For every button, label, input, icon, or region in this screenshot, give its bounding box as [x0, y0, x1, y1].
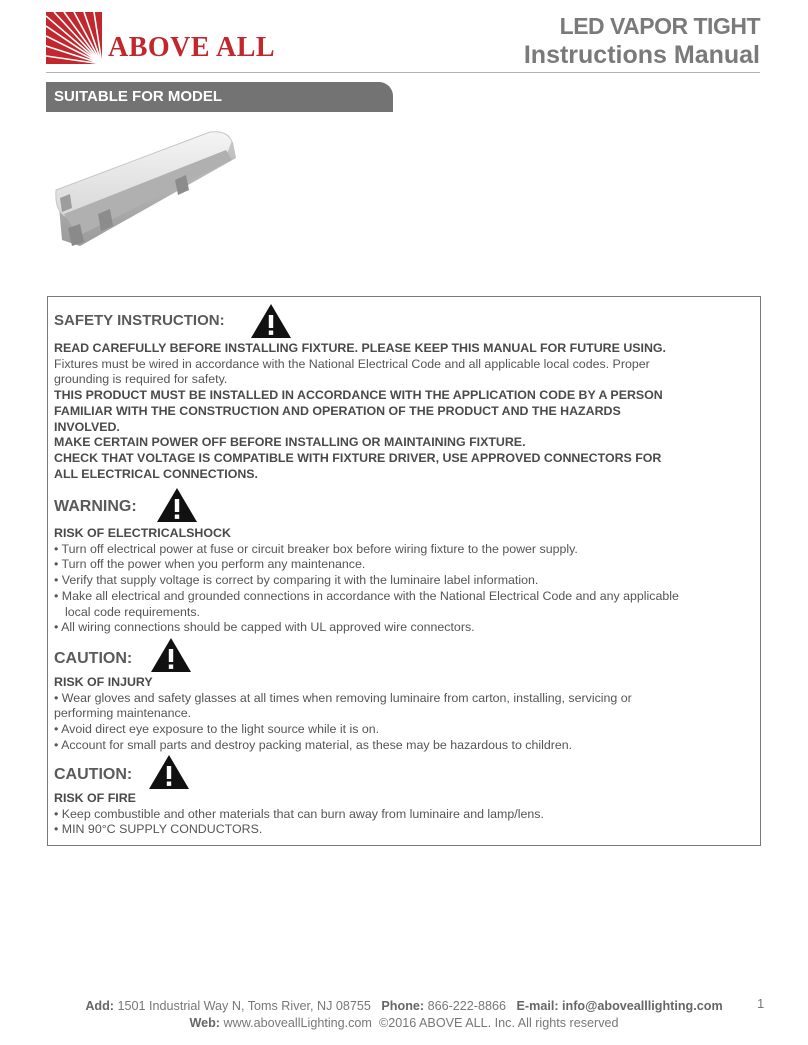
safety-line: ALL ELECTRICAL CONNECTIONS. [54, 466, 258, 481]
title-line-2: Instructions Manual [523, 41, 760, 70]
warning-line: • Make all electrical and grounded connections in accordance with the National Electrical Code and any applicable [54, 588, 679, 603]
safety-instructions-box [47, 296, 761, 846]
footer-phone: 866-222-8866 [427, 999, 507, 1013]
warning-line: • Turn off electrical power at fuse or circuit breaker box before wiring fixture to the power supply. [54, 541, 578, 556]
product-image [50, 128, 240, 268]
warning-line: local code requirements. [65, 604, 200, 619]
warning-triangle-icon [150, 637, 192, 673]
safety-line: READ CAREFULLY BEFORE INSTALLING FIXTURE. PLEASE KEEP THIS MANUAL FOR FUTURE USING. [54, 341, 666, 355]
safety-title: SAFETY INSTRUCTION: [54, 312, 225, 329]
title-line-1: LED VAPOR TIGHT [559, 13, 760, 39]
caution-injury-title: CAUTION: [54, 650, 133, 667]
caution-line: • Avoid direct eye exposure to the light source while it is on. [54, 722, 380, 737]
caution-fire-title: CAUTION: [54, 766, 133, 783]
logo-burst-icon [46, 12, 102, 64]
footer-web-label: Web: [189, 1016, 221, 1030]
safety-line: grounding is required for safety. [54, 372, 228, 387]
warning-triangle-icon [156, 487, 198, 523]
caution-line: • Keep combustible and other materials that can burn away from luminaire and lamp/lens. [54, 806, 544, 821]
safety-line: FAMILIAR WITH THE CONSTRUCTION AND OPERATION OF THE PRODUCT AND THE HAZARDS [54, 403, 621, 418]
footer-copyright: ©2016 ABOVE ALL. Inc. All rights reserved [378, 1016, 619, 1030]
caution-injury-text [54, 675, 754, 754]
caution-fire-text [54, 791, 754, 838]
caution-line: performing maintenance. [54, 706, 192, 721]
caution-line: • MIN 90°C SUPPLY CONDUCTORS. [54, 822, 263, 837]
footer-email[interactable]: info@abovealllighting.com [562, 999, 723, 1013]
caution-line: • Account for small parts and destroy packing material, as these may be hazardous to children. [54, 737, 573, 752]
warning-line: • Turn off the power when you perform any maintenance. [54, 557, 366, 572]
safety-text [54, 341, 754, 482]
document-title [524, 12, 760, 71]
footer-web [0, 1016, 808, 1030]
warning-triangle-icon [250, 303, 292, 339]
safety-line: Fixtures must be wired in accordance with the National Electrical Code and all applicable local codes. Proper [54, 356, 650, 371]
caution-subtitle: RISK OF FIRE [54, 791, 136, 805]
footer-address: 1501 Industrial Way N, Toms River, NJ 08755 [117, 999, 371, 1013]
brand-logo [46, 12, 286, 68]
warning-triangle-icon [148, 754, 190, 790]
safety-line: MAKE CERTAIN POWER OFF BEFORE INSTALLING OR MAINTAINING FIXTURE. [54, 435, 526, 450]
warning-title: WARNING: [54, 498, 137, 515]
footer-phone-label: Phone: [381, 999, 425, 1013]
warning-line: • Verify that supply voltage is correct by comparing it with the luminaire label information. [54, 573, 539, 588]
footer-email-label: E-mail: [516, 999, 559, 1013]
footer-add-label: Add: [85, 999, 115, 1013]
caution-line: • Wear gloves and safety glasses at all times when removing luminaire from carton, installing, servicing or [54, 690, 632, 705]
safety-line: INVOLVED. [54, 419, 120, 434]
page-number: 1 [757, 996, 765, 1011]
safety-line: CHECK THAT VOLTAGE IS COMPATIBLE WITH FIXTURE DRIVER, USE APPROVED CONNECTORS FOR [54, 450, 662, 465]
warning-text [54, 526, 754, 636]
header-divider [46, 72, 760, 73]
section-bar-model: SUITABLE FOR MODEL [46, 82, 393, 112]
footer-web-link[interactable]: www.aboveallLighting.com [223, 1016, 372, 1030]
footer-contact [0, 999, 808, 1013]
caution-subtitle: RISK OF INJURY [54, 675, 153, 689]
safety-line: THIS PRODUCT MUST BE INSTALLED IN ACCORDANCE WITH THE APPLICATION CODE BY A PERSON [54, 388, 663, 403]
warning-line: • All wiring connections should be capped with UL approved wire connectors. [54, 620, 475, 635]
brand-name: ABOVE ALL [108, 32, 276, 63]
warning-subtitle: RISK OF ELECTRICALSHOCK [54, 526, 231, 540]
